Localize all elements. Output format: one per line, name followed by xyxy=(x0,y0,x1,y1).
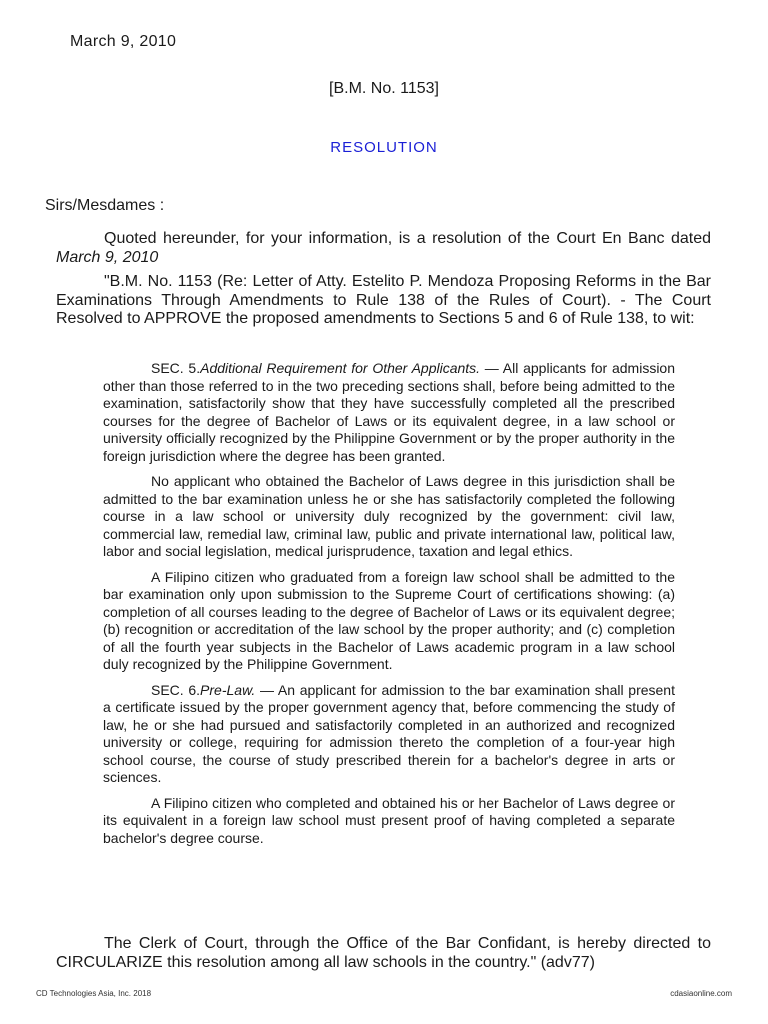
section-6-label: SEC. 6. xyxy=(151,681,201,698)
section-6-paragraph-2: A Filipino citizen who completed and obtained his or her Bachelor of Laws degree or its equivalent in a foreign law school must present proof of having completed a separate bachelor's degree course. xyxy=(103,794,675,846)
section-5-text: — All applicants for admission other than those referred to in the two preceding sections shall, before being admitted to the examination, satisfactorily show that they have successfully completed all the prescribed courses for the degree of Bachelor of Laws or its equivalent degree, in a law school or university officially recognized by the Philippine Government or by the proper authority in the foreign jurisdiction where the degree has been granted. xyxy=(103,360,675,464)
section-5-heading: Additional Requirement for Other Applicants. xyxy=(200,360,481,376)
resolution-title: RESOLUTION xyxy=(330,139,438,156)
closing-paragraph: The Clerk of Court, through the Office of the Bar Confidant, is hereby directed to CIRCULARIZE this resolution among all law schools in the country." (adv77) xyxy=(56,935,711,971)
intro-text: Quoted hereunder, for your information, is a resolution of the Court En Banc dated xyxy=(104,230,711,247)
section-5-paragraph-3: A Filipino citizen who graduated from a foreign law school shall be admitted to the bar examination only upon submission to the Supreme Court of certifications showing: (a) completion of all courses leading to the degree of Bachelor of Laws or its equivalent degree; (b) recognition or accreditation of the law school by the proper authority; and (c) completion of all the fourth year subjects in the Bachelor of Laws academic program in a law school duly recognized by the Philippine Government. xyxy=(103,568,675,672)
intro-date: March 9, 2010 xyxy=(56,248,159,266)
footer-website: cdasiaonline.com xyxy=(670,989,732,998)
section-5-paragraph xyxy=(103,360,675,465)
section-5-label: SEC. 5. xyxy=(151,360,201,376)
section-6-heading: Pre-Law. xyxy=(200,681,256,698)
footer-copyright: CD Technologies Asia, Inc. 2018 xyxy=(36,989,152,998)
quoted-amendments xyxy=(103,360,675,855)
section-6-text: — An applicant for admission to the bar examination shall present a certificate issued by the proper government agency that, before commencing the study of law, he or she had pursued and satisfactorily completed in an authorized and recognized university or college, requiring for admission thereto the completion of a four-year high school course, the course of study prescribed therein for a bachelor's degree in arts or sciences. xyxy=(103,681,675,785)
intro-paragraph xyxy=(56,230,711,267)
section-5-paragraph-2: No applicant who obtained the Bachelor of Laws degree in this jurisdiction shall be admitted to the bar examination unless he or she has satisfactorily completed the following course in a law school or university duly recognized by the government: civil law, commercial law, remedial law, criminal law, public and private international law, political law, labor and social legislation, medical jurisprudence, taxation and legal ethics. xyxy=(103,473,675,559)
section-6-paragraph xyxy=(103,682,675,787)
salutation: Sirs/Mesdames : xyxy=(45,197,165,214)
document-date: March 9, 2010 xyxy=(70,33,177,50)
bar-matter-number: [B.M. No. 1153] xyxy=(329,80,439,97)
resolution-paragraph: "B.M. No. 1153 (Re: Letter of Atty. Estelito P. Mendoza Proposing Reforms in the Bar Examinations Through Amendments to Rule 138 of the Rules of Court). - The Court Resolved to APPROVE the proposed amendments to Sections 5 and 6 of Rule 138, to wit: xyxy=(56,273,711,327)
